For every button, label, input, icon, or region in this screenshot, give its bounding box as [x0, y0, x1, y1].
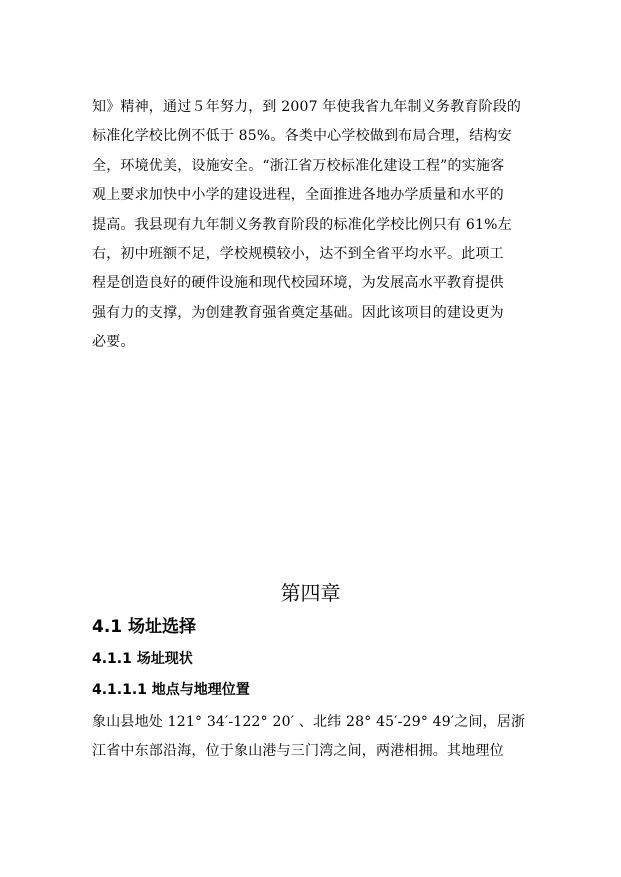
- text-line: 观上要求加快中小学的建设进程，全面推进各地办学质量和水平的: [92, 187, 504, 204]
- text-line: 提高。我县现有九年制义务教育阶段的标准化学校比例只有 61%左: [92, 216, 512, 233]
- section-heading: 4.1 场址选择: [92, 617, 197, 637]
- paragraph-education-goals: [92, 93, 532, 358]
- subsection-heading: 4.1.1 场址现状: [92, 651, 193, 667]
- text-line: 知》精神，通过５年努力，到 2007 年使我省九年制义务教育阶段的: [92, 99, 522, 115]
- chapter-title: 第四章: [280, 581, 341, 605]
- text-line: 必要。: [92, 334, 135, 351]
- subsubsection-heading: 4.1.1.1 地点与地理位置: [92, 682, 250, 698]
- text-line: 强有力的支撑，为创建教育强省奠定基础。因此该项目的建设更为: [92, 304, 504, 321]
- text-line: 江省中东部沿海，位于象山港与三门湾之间，两港相拥。其地理位: [92, 743, 504, 760]
- text-line: 象山县地处 121° 34′-122° 20′ 、北纬 28° 45′-29° 49′之间，居浙: [92, 714, 526, 730]
- paragraph-location: [92, 708, 532, 767]
- text-line: 右，初中班额不足，学校规模较小，达不到全省平均水平。此项工: [92, 245, 504, 262]
- text-line: 全，环境优美，设施安全。“浙江省万校标准化建设工程”的实施客: [92, 157, 505, 174]
- text-line: 程是创造良好的硬件设施和现代校园环境，为发展高水平教育提供: [92, 275, 504, 292]
- text-line: 标准化学校比例不低于 85%。各类中心学校做到布局合理，结构安: [92, 128, 512, 145]
